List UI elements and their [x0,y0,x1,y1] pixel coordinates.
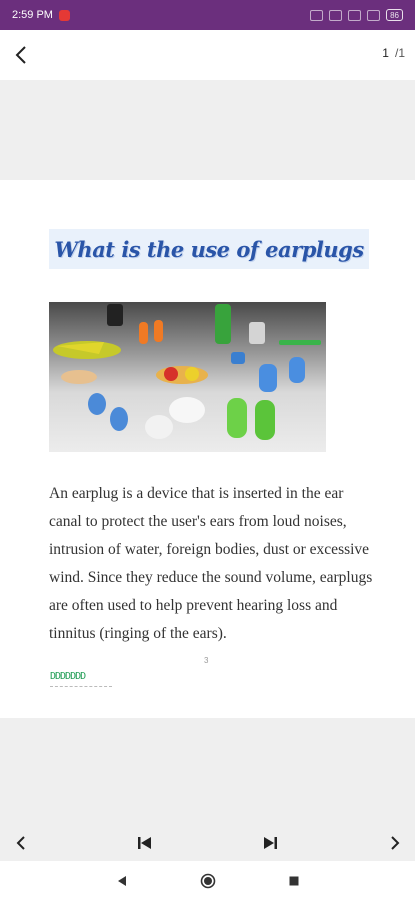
previous-page-button[interactable] [11,833,31,853]
first-page-button[interactable] [135,833,155,853]
nav-home-button[interactable] [198,871,218,891]
page-number: 3 [204,656,209,665]
current-page: 1 [382,46,389,60]
wifi-icon [367,10,380,21]
page-marker: DDDDDDD [50,671,86,682]
screen-record-icon [59,10,70,21]
chevron-left-icon [16,836,26,850]
circle-home-icon [200,873,216,889]
document-body: An earplug is a device that is inserted in the ear canal to protect the user's ears from loud noises, intrusion of water, foreign bodies, dust or excessive wind. Since they reduce the sound volume, earplugs are often used to help prevent hearing loss and tinnitus (ringing of the ears). [49,485,373,642]
earplugs-photo [49,302,326,452]
title-banner [49,229,369,269]
arrow-left-icon [14,45,28,65]
system-nav-bar [0,861,415,900]
signal-icon-2 [348,10,361,21]
document-page [0,180,415,718]
triangle-back-icon [116,875,128,887]
signal-icon [329,10,342,21]
nav-back-button[interactable] [112,871,132,891]
skip-next-icon [262,836,278,850]
skip-previous-icon [137,836,153,850]
divider [50,686,112,687]
back-button[interactable] [8,40,34,70]
next-page-button[interactable] [385,833,405,853]
page-indicator [382,46,405,60]
viewer-toolbar [0,30,415,80]
nav-recents-button[interactable] [284,871,304,891]
status-bar [0,0,415,30]
square-recents-icon [288,875,300,887]
document-title: What is the use of earplugs [54,236,364,262]
last-page-button[interactable] [260,833,280,853]
status-time: 2:59 PM [12,9,53,21]
battery-icon: 86 [386,9,403,21]
chevron-right-icon [390,836,400,850]
alarm-icon [310,10,323,21]
total-pages: /1 [394,46,405,60]
pager-bar [0,825,415,861]
